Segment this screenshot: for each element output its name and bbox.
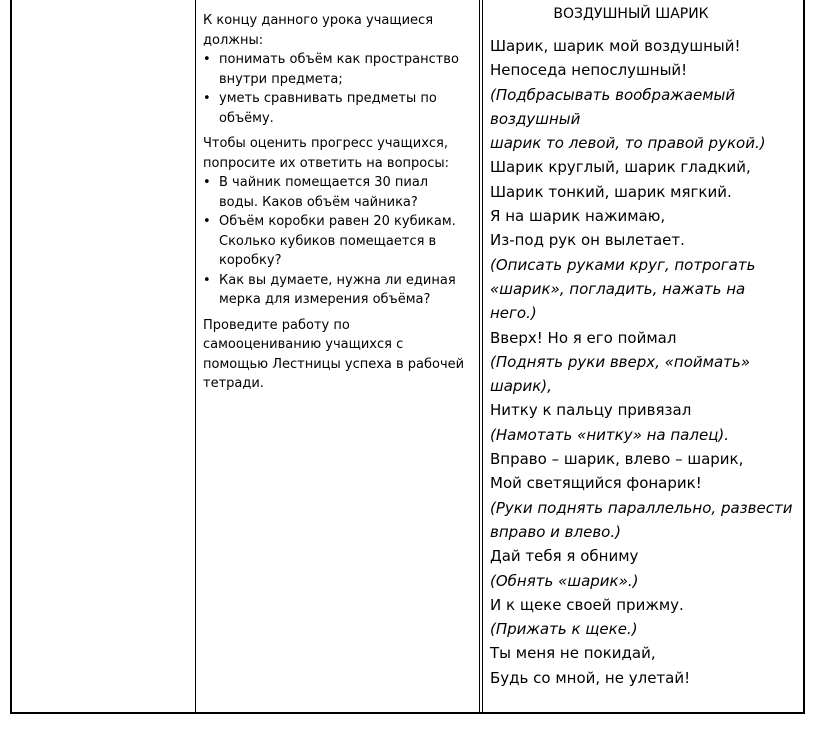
goals-intro: К концу данного урока учащиеся должны: (203, 13, 434, 48)
questions-intro: Чтобы оценить прогресс учащихся, попросите их ответить на вопросы: (203, 136, 450, 171)
poem-line: Шарик круглый, шарик гладкий, (490, 158, 751, 177)
poem-title: ВОЗДУШНЫЙ ШАРИК (553, 6, 709, 22)
column-divider-right (482, 0, 483, 712)
poem-instruction: (Руки поднять параллельно, развести (490, 498, 793, 517)
poem-line: Дай тебя я обниму (490, 547, 639, 566)
poem-line: И к щеке своей прижму. (490, 595, 684, 614)
poem-instruction: шарик), (490, 377, 552, 396)
poem-line: Нитку к пальцу привязал (490, 401, 692, 420)
column-divider-left (195, 0, 196, 712)
poem-line: Мой светящийся фонарик! (490, 474, 702, 493)
list-item: • В чайник помещается 30 пиал воды. Каков объём чайника? (203, 175, 429, 210)
self-assessment-note: Проведите работу по самооцениванию учащихся с помощью Лестницы успеха в рабочей тетради. (203, 317, 465, 391)
poem-instruction: вправо и влево.) (490, 522, 621, 541)
poem-instruction: (Описать руками круг, потрогать (490, 255, 756, 274)
poem-instruction: шарик то левой, то правой рукой.) (490, 134, 766, 153)
bullet-icon: • (203, 175, 211, 190)
poem-instruction: «шарик», погладить, нажать на (490, 279, 746, 298)
poem-line: Из-под рук он вылетает. (490, 231, 685, 250)
poem-instruction: воздушный (490, 109, 581, 128)
list-item: • Объём коробки равен 20 кубикам. Сколько кубиков помещается в коробку? (203, 214, 456, 268)
list-item: • понимать объём как пространство внутри предмета; (203, 52, 459, 87)
poem-line: Я на шарик нажимаю, (490, 207, 666, 226)
assessment-column (203, 11, 465, 394)
poem-instruction: него.) (490, 304, 537, 323)
poem-line: Вправо – шарик, влево – шарик, (490, 450, 744, 469)
questions-list (203, 173, 465, 310)
poem-instruction: (Обнять «шарик».) (490, 571, 639, 590)
goals-list (203, 50, 465, 128)
poem-instruction: (Поднять руки вверх, «поймать» (490, 352, 751, 371)
poem-instruction: (Прижать к щеке.) (490, 620, 638, 639)
bullet-icon: • (203, 52, 211, 67)
poem-column (490, 4, 802, 690)
poem-line: Шарик, шарик мой воздушный! (490, 37, 741, 55)
list-item: • уметь сравнивать предметы по объёму. (203, 91, 437, 126)
list-item: • Как вы думаете, нужна ли единая мерка для измерения объёма? (203, 272, 456, 307)
column-divider-right-double (479, 0, 480, 712)
bullet-icon: • (203, 272, 211, 288)
bullet-icon: • (203, 91, 211, 106)
poem-line: Непоседа непослушный! (490, 61, 688, 80)
poem-instruction: (Намотать «нитку» на палец). (490, 425, 730, 444)
poem-instruction: (Подбрасывать воображаемый (490, 85, 736, 104)
poem-line: Будь со мной, не улетай! (490, 668, 691, 687)
poem-line: Шарик тонкий, шарик мягкий. (490, 182, 732, 201)
poem-line: Ты меня не покидай, (490, 644, 656, 663)
poem-line: Вверх! Но я его поймал (490, 328, 677, 347)
bullet-icon: • (203, 214, 211, 229)
